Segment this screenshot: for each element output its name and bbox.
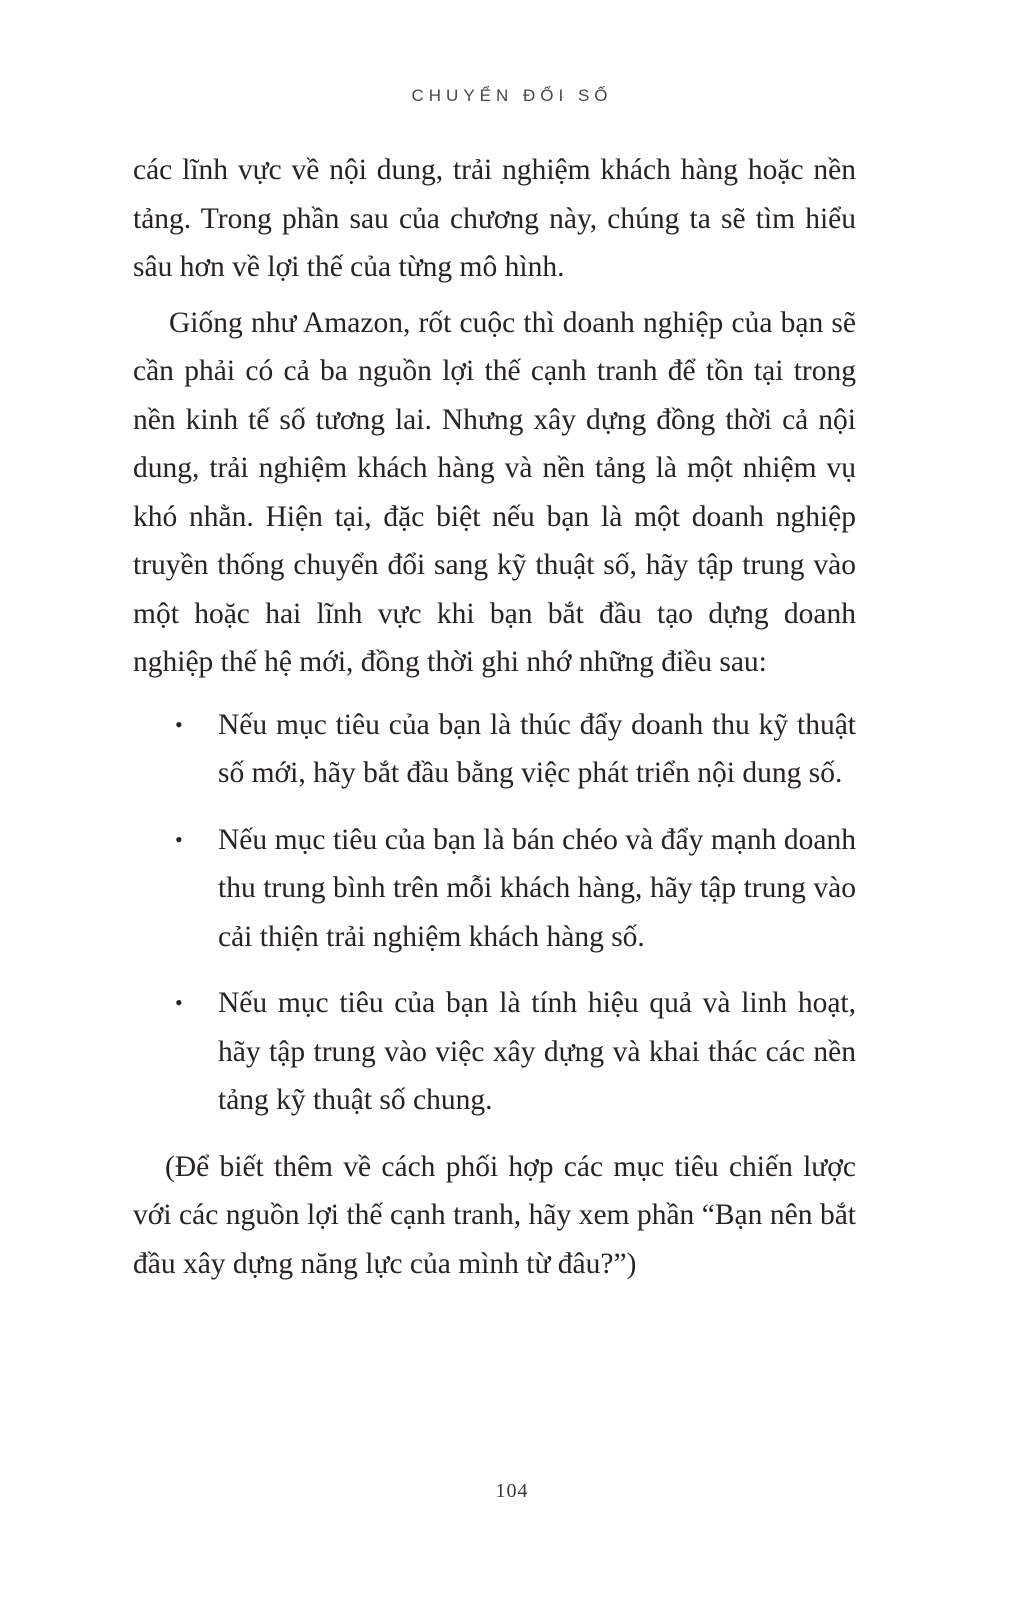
bullet-text: Nếu mục tiêu của bạn là tính hiệu quả và linh hoạt, hãy tập trung vào việc xây dựng và khai thác các nền tảng kỹ thuật số chung. <box>218 987 856 1116</box>
bullet-icon <box>133 701 218 750</box>
paragraph: Giống như Amazon, rốt cuộc thì doanh nghiệp của bạn sẽ cần phải có cả ba nguồn lợi thế cạnh tranh để tồn tại trong nền kinh tế số tương lai. Nhưng xây dựng đồng thời cả nội dung, trải nghiệm khách hàng và nền tảng là một nhiệm vụ khó nhằn. Hiện tại, đặc biệt nếu bạn là một doanh nghiệp truyền thống chuyển đổi sang kỹ thuật số, hãy tập trung vào một hoặc hai lĩnh vực khi bạn bắt đầu tạo dựng doanh nghiệp thế hệ mới, đồng thời ghi nhớ những điều sau: <box>133 306 856 678</box>
bullet-item <box>133 816 856 962</box>
bullet-glyph: • <box>175 826 183 852</box>
paragraph: (Để biết thêm về cách phối hợp các mục tiêu chiến lược với các nguồn lợi thế cạnh tranh, hãy xem phần “Bạn nên bắt đầu xây dựng năng lực của mình từ đâu?”) <box>133 1150 856 1280</box>
page-number: 104 <box>495 1480 529 1502</box>
paragraph: các lĩnh vực về nội dung, trải nghiệm khách hàng hoặc nền tảng. Trong phần sau của chương này, chúng ta sẽ tìm hiểu sâu hơn về lợi thế của từng mô hình. <box>133 154 856 283</box>
running-head: CHUYỂN ĐỔI SỐ <box>411 86 613 105</box>
bullet-item <box>133 979 856 1125</box>
bullet-icon <box>133 816 218 865</box>
page-body <box>133 146 856 1288</box>
bullet-glyph: • <box>175 711 183 737</box>
bullet-icon <box>133 979 218 1028</box>
bullet-item <box>133 701 856 798</box>
closing-block <box>133 1143 856 1289</box>
bullet-text: Nếu mục tiêu của bạn là thúc đẩy doanh thu kỹ thuật số mới, hãy bắt đầu bằng việc phát triển nội dung số. <box>218 708 856 789</box>
bullet-text: Nếu mục tiêu của bạn là bán chéo và đẩy mạnh doanh thu trung bình trên mỗi khách hàng, hãy tập trung vào cải thiện trải nghiệm khách hàng số. <box>218 823 856 953</box>
bullet-list <box>133 701 856 1125</box>
bullet-glyph: • <box>175 990 183 1015</box>
